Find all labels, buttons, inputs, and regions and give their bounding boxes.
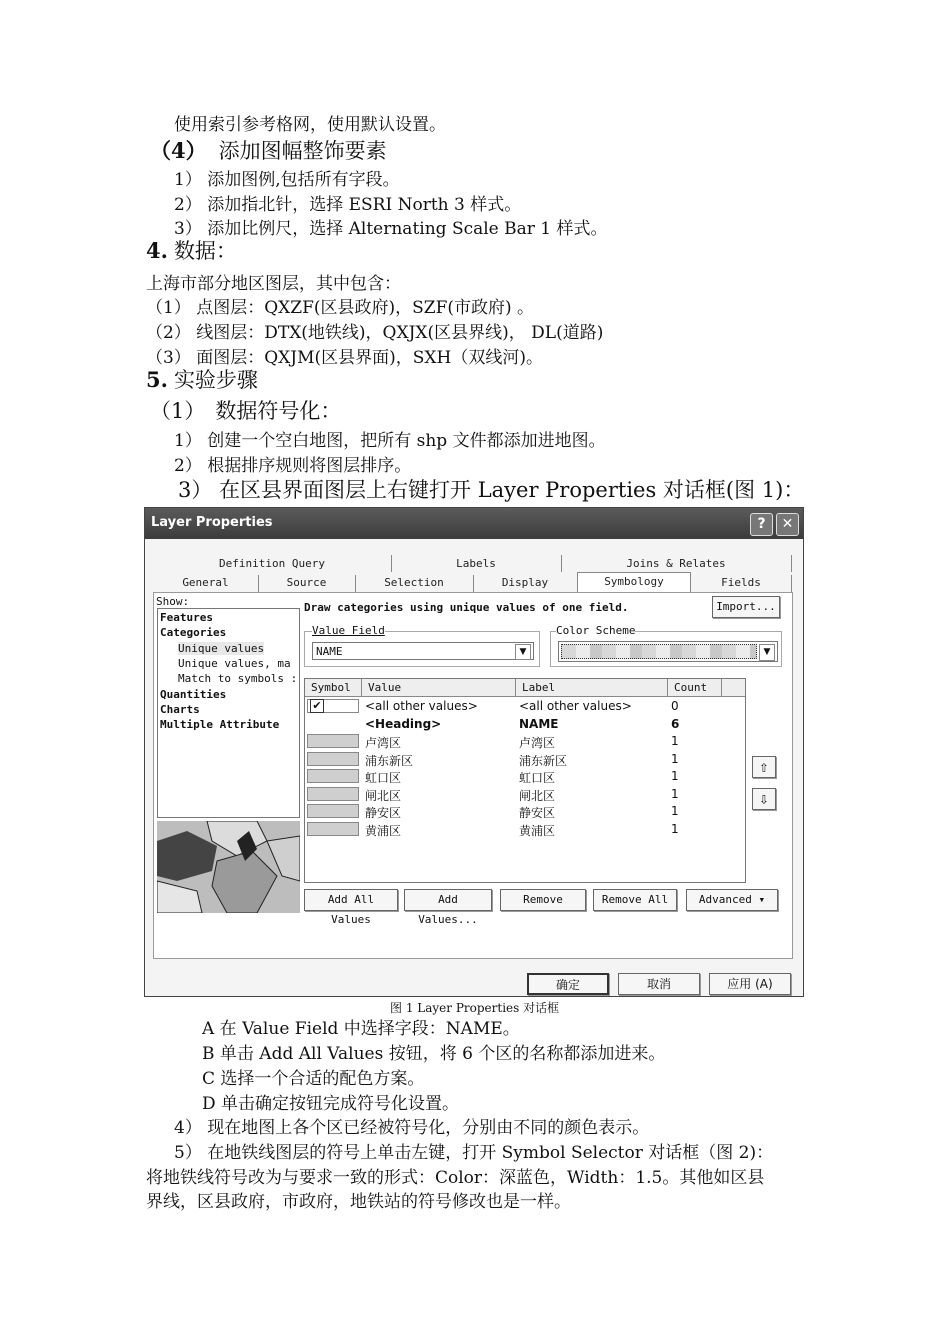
layer-properties-dialog	[144, 507, 804, 997]
show-item-multiple-attributes[interactable]: Multiple Attribute	[160, 718, 280, 731]
renderer-heading: Draw categories using unique values of one field.	[304, 601, 629, 614]
row-label: 静安区	[519, 806, 556, 820]
row-value: 卢湾区	[365, 736, 402, 750]
subsection-heading	[150, 398, 341, 424]
tab-fields[interactable]: Fields	[721, 576, 761, 589]
row-value: 静安区	[365, 806, 402, 820]
row-count: 1	[671, 751, 679, 766]
values-table[interactable]	[304, 678, 746, 883]
tab-display[interactable]: Display	[501, 576, 549, 589]
heading-text: 实验步骤	[173, 368, 258, 392]
tab-general[interactable]: General	[182, 576, 229, 589]
text-line: 使用索引参考格网，使用默认设置。	[174, 115, 446, 135]
table-row[interactable]	[305, 716, 745, 734]
show-item-match-symbols[interactable]: Match to symbols :	[178, 672, 298, 685]
symbol-swatch[interactable]	[307, 769, 359, 783]
chevron-down-icon[interactable]: ▼	[759, 644, 775, 661]
text-line: C 选择一个合适的配色方案。	[202, 1069, 425, 1089]
heading-text: 数据：	[173, 239, 237, 263]
row-value: 黄浦区	[365, 823, 402, 838]
remove-button[interactable]: Remove	[500, 889, 586, 911]
text-line: A 在 Value Field 中选择字段：NAME。	[202, 1019, 520, 1039]
text-line: 5） 在地铁线图层的符号上单击左键，打开 Symbol Selector 对话框（图 2)：	[174, 1143, 774, 1163]
value-field-label: Value Field	[312, 624, 385, 637]
section-heading	[146, 238, 237, 264]
tab-joins-relates[interactable]: Joins & Relates	[626, 557, 726, 570]
figure-caption: 图 1 Layer Properties 对话框	[390, 1001, 560, 1015]
heading-number: （1）	[150, 399, 206, 423]
row-label: 黄浦区	[519, 823, 556, 838]
close-icon[interactable]: ✕	[776, 513, 799, 536]
row-label: 卢湾区	[519, 736, 556, 750]
symbol-swatch[interactable]	[307, 804, 359, 818]
help-icon[interactable]: ?	[750, 513, 773, 536]
heading-text: 数据符号化：	[215, 399, 342, 423]
value-field-value: NAME	[316, 645, 343, 658]
heading-text: 添加图幅整饰要素	[218, 139, 387, 163]
text-line: （3） 面图层：QXJM(区县界面)，SXH（双线河)。	[146, 348, 543, 368]
show-label: Show:	[156, 595, 190, 608]
text-line: B 单击 Add All Values 按钮，将 6 个区的名称都添加进来。	[202, 1044, 666, 1064]
row-count: 1	[671, 769, 679, 783]
show-item-unique-many[interactable]: Unique values, ma	[178, 657, 291, 670]
text-line: 界线，区县政府，市政府，地铁站的符号修改也是一样。	[146, 1192, 571, 1212]
preview-map-image	[157, 821, 300, 913]
row-count: 1	[671, 786, 679, 801]
table-row[interactable]	[305, 733, 745, 751]
symbol-swatch[interactable]	[307, 734, 359, 748]
color-ramp-swatch	[561, 644, 757, 659]
move-down-icon[interactable]: ⇩	[752, 788, 776, 810]
table-row[interactable]	[305, 751, 745, 769]
tab-symbology[interactable]: Symbology	[577, 572, 691, 595]
dialog-body	[145, 539, 803, 996]
tab-source[interactable]: Source	[286, 576, 327, 589]
table-row[interactable]	[305, 768, 745, 786]
tab-selection[interactable]: Selection	[384, 576, 444, 589]
row-label: 闸北区	[519, 788, 556, 803]
add-all-values-button[interactable]: Add All Values	[304, 889, 398, 911]
show-item-categories[interactable]: Categories	[160, 626, 227, 639]
row-count: 1	[671, 804, 679, 818]
show-item-features[interactable]: Features	[160, 611, 213, 624]
value-field-select[interactable]	[312, 642, 534, 660]
text-line: D 单击确定按钮完成符号化设置。	[202, 1094, 460, 1114]
ok-button[interactable]: 确定	[527, 973, 609, 995]
column-header-count[interactable]: Count	[668, 679, 722, 696]
text-line: 上海市部分地区图层，其中包含：	[146, 274, 401, 294]
move-up-icon[interactable]: ⇧	[752, 756, 776, 778]
table-row[interactable]	[305, 698, 745, 716]
add-values-button[interactable]: Add Values...	[404, 889, 492, 911]
symbol-swatch[interactable]	[307, 699, 359, 713]
section-heading	[150, 138, 387, 164]
text-line: 将地铁线符号改为与要求一致的形式：Color：深蓝色，Width：1.5。其他如区县	[146, 1168, 765, 1188]
column-header-symbol[interactable]: Symbol	[305, 679, 362, 696]
heading-number: 5.	[146, 367, 168, 392]
symbology-panel	[153, 592, 793, 959]
chevron-down-icon[interactable]: ▼	[515, 644, 531, 660]
row-value: 虹口区	[365, 771, 402, 785]
row-value: <all other values>	[365, 699, 478, 713]
symbol-swatch[interactable]	[307, 822, 359, 836]
text-line: 3） 在区县界面图层上右键打开 Layer Properties 对话框(图 1)：	[178, 478, 805, 502]
row-label: NAME	[519, 716, 559, 731]
row-count: 1	[671, 821, 679, 836]
tab-definition-query[interactable]: Definition Query	[219, 557, 325, 570]
show-item-quantities[interactable]: Quantities	[160, 688, 227, 701]
show-item-unique-values[interactable]: Unique values	[178, 642, 265, 655]
remove-all-button[interactable]: Remove All	[593, 889, 677, 911]
row-label: <all other values>	[519, 699, 632, 713]
heading-number: 4.	[146, 238, 168, 263]
table-row[interactable]	[305, 786, 745, 804]
advanced-button[interactable]: Advanced ▾	[686, 889, 778, 911]
text-line: （1） 点图层：QXZF(区县政府)，SZF(市政府) 。	[146, 298, 535, 318]
apply-button[interactable]: 应用 (A)	[709, 973, 791, 995]
section-heading	[146, 367, 258, 393]
text-line: 2） 根据排序规则将图层排序。	[174, 456, 412, 476]
text-line: （2） 线图层：DTX(地铁线)，QXJX(区县界线)， DL(道路)	[146, 323, 604, 343]
row-value: 浦东新区	[365, 753, 414, 768]
row-count: 6	[671, 716, 680, 731]
show-list[interactable]	[157, 608, 300, 818]
row-value: <Heading>	[365, 716, 442, 731]
text-line: 2） 添加指北针，选择 ESRI North 3 样式。	[174, 195, 522, 215]
column-header-label[interactable]: Label	[516, 679, 668, 696]
row-value: 闸北区	[365, 788, 402, 803]
row-count: 1	[671, 734, 679, 748]
table-header	[305, 679, 745, 697]
text-line: 3） 添加比例尺，选择 Alternating Scale Bar 1 样式。	[174, 219, 608, 239]
row-label: 浦东新区	[519, 753, 568, 768]
table-row[interactable]	[305, 821, 745, 839]
text-line: 1） 添加图例,包括所有字段。	[174, 170, 400, 190]
color-scheme-select[interactable]	[558, 641, 778, 662]
tab-labels[interactable]: Labels	[456, 557, 496, 570]
import-button[interactable]: Import...	[712, 596, 780, 618]
symbol-swatch[interactable]	[307, 752, 359, 766]
dialog-title: Layer Properties	[151, 515, 273, 530]
heading-number: （4）	[150, 138, 207, 163]
text-line: 1） 创建一个空白地图，把所有 shp 文件都添加进地图。	[174, 431, 606, 451]
row-count: 0	[671, 699, 679, 713]
cancel-button[interactable]: 取消	[618, 973, 700, 995]
symbol-swatch[interactable]	[307, 787, 359, 801]
text-line: 4） 现在地图上各个区已经被符号化，分别由不同的颜色表示。	[174, 1118, 650, 1138]
title-bar	[145, 508, 803, 539]
column-header-value[interactable]: Value	[362, 679, 516, 696]
row-label: 虹口区	[519, 771, 556, 785]
checkbox-icon[interactable]: ✔	[310, 699, 324, 713]
show-item-charts[interactable]: Charts	[160, 703, 200, 716]
color-scheme-label: Color Scheme	[556, 624, 636, 637]
table-row[interactable]	[305, 803, 745, 821]
